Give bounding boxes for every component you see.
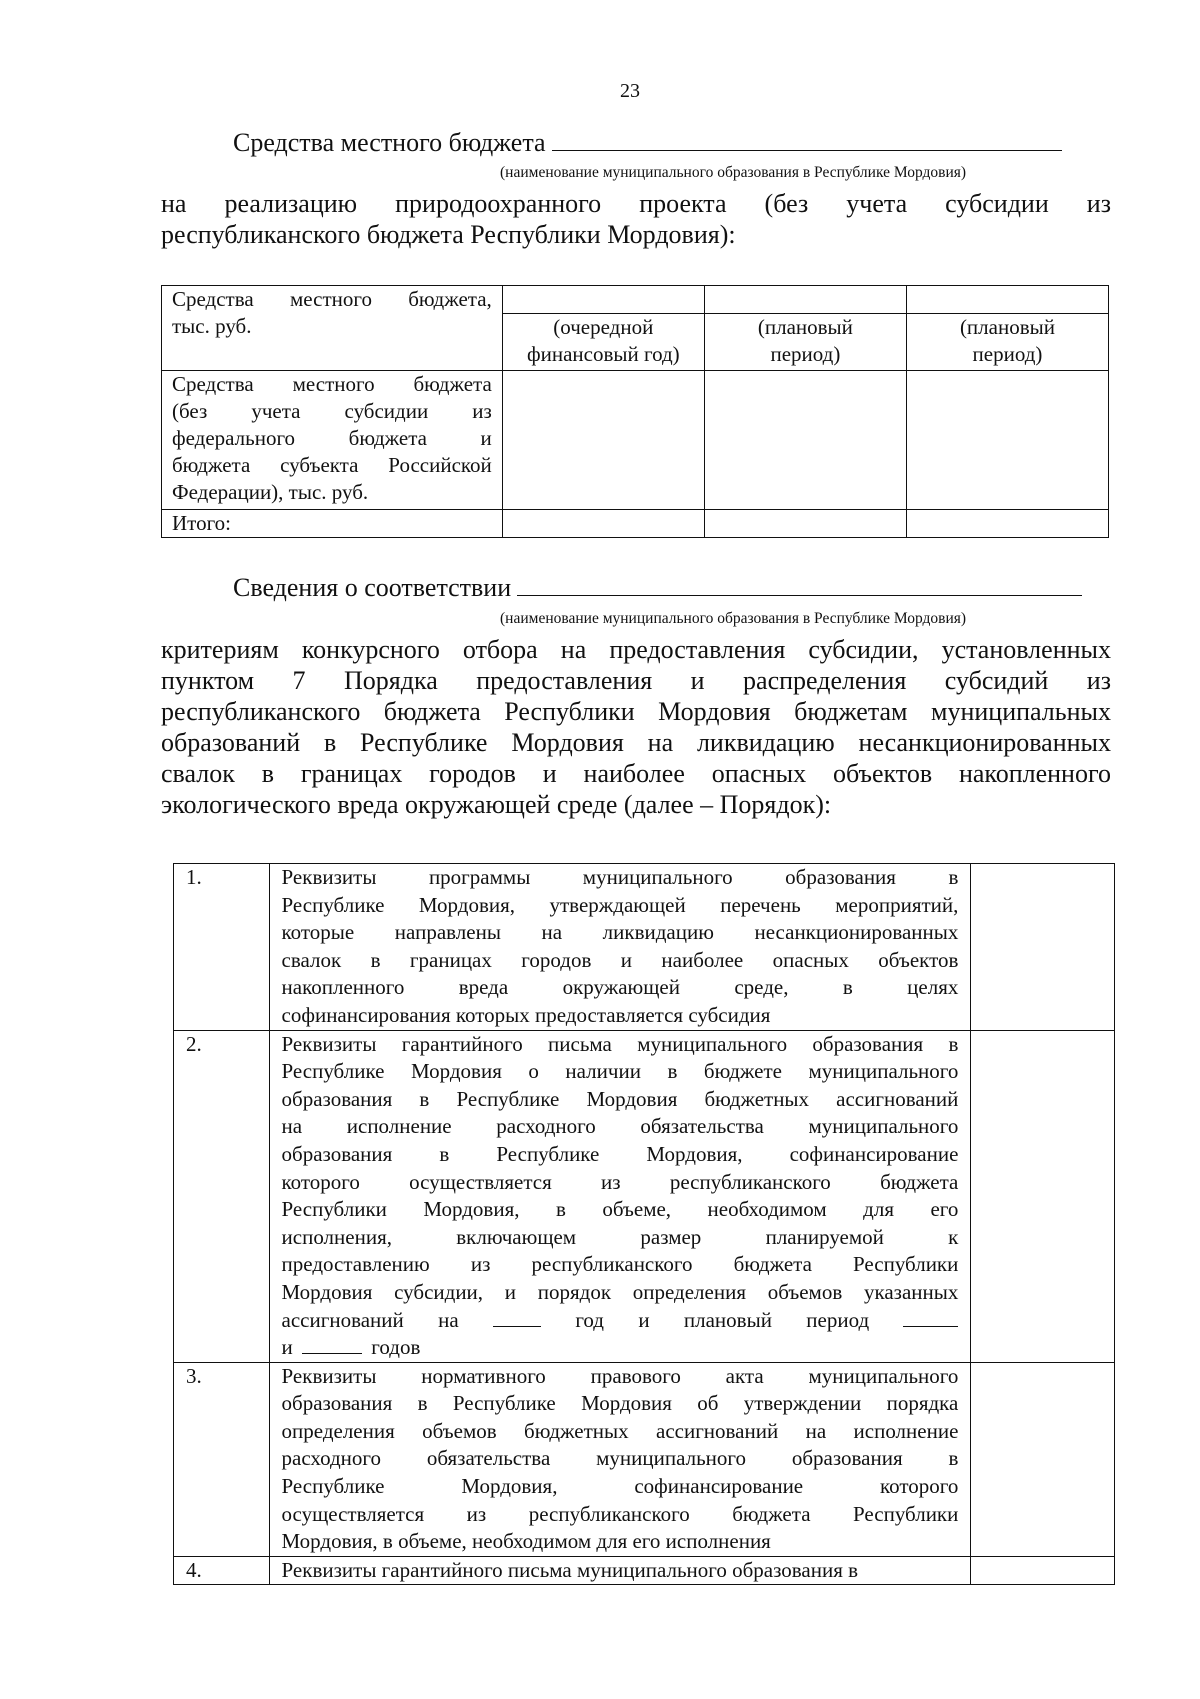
year-header-line: (плановый [959,315,1055,339]
criteria-word: период [806,1307,870,1332]
section2-line: свалок в границах городов и наиболее опасных объектов накопленного [161,759,1111,788]
criteria-line: Реквизиты нормативного правового акта муниципального [281,1363,959,1388]
total-value-cell [906,510,1108,538]
period-blank [903,1308,958,1327]
criteria-line: расходного обязательства муниципального образования в [281,1446,959,1471]
criteria-table [173,863,1115,1585]
total-label-cell: Итого: [162,510,503,538]
local-budget-value-cell [502,371,704,510]
criteria-line: Реквизиты программы муниципального образования в [281,865,959,889]
criteria-line: Республике Мордовия, утверждающей перечень мероприятий, [281,892,959,917]
criteria-line: Республики Мордовия, в объеме, необходимом для его [281,1197,959,1222]
criteria-line: накопленного вреда окружающей среде, в целях [281,975,959,1000]
budget-label-line: тыс. руб. [172,314,252,338]
criteria-line: исполнения, включающем размер планируемой к [281,1224,959,1249]
criteria-word: и [638,1307,650,1332]
local-budget-value-cell [906,371,1108,510]
municipality-name-blank [517,575,1082,596]
year-blank-cell [906,286,1108,314]
page-number: 23 [620,80,640,102]
criteria-line: Республике Мордовия, софинансирование которого [281,1474,959,1499]
year-header-line: финансовый год) [527,342,680,366]
criteria-word: на [438,1307,459,1332]
criteria-line: Республике Мордовия о наличии в бюджете муниципального [281,1059,959,1084]
year-header-line: период) [972,342,1043,366]
criteria-line: свалок в границах городов и наиболее опасных объектов [281,947,959,972]
criteria-line: которого осуществляется из республиканского бюджета [281,1169,959,1194]
criteria-line: на исполнение расходного обязательства муниципального [281,1114,959,1139]
criteria-line: образования в Республике Мордовия об утверждении порядка [281,1391,959,1416]
criteria-word: годов [371,1335,421,1360]
year-header-cell [906,314,1108,371]
criteria-word: год [575,1307,604,1332]
municipality-name-blank [552,130,1062,151]
local-budget-line: федерального бюджета и [172,426,492,450]
year-blank [493,1308,541,1327]
budget-header-label-cell [162,286,503,371]
criteria-line: Реквизиты гарантийного письма муниципального образования в [281,1557,859,1582]
year-header-cell [704,314,906,371]
section2-line: республиканского бюджета Республики Мордовия бюджетам муниципальных [161,697,1111,726]
criteria-word: ассигнований [281,1307,404,1332]
criteria-row [174,1030,1115,1362]
local-budget-line: бюджета субъекта Российской [172,453,492,477]
criteria-text [269,864,971,1031]
criteria-line: образования в Республике Мордовия бюджетных ассигнований [281,1086,959,1111]
criteria-number: 4. [174,1556,270,1585]
budget-label-line: Средства местного бюджета, [172,287,492,311]
section2-line: пунктом 7 Порядка предоставления и распределения субсидий из [161,666,1111,695]
section2-heading-text: Сведения о соответствии [233,573,512,602]
criteria-line: образования в Республике Мордовия, софинансирование [281,1141,959,1166]
criteria-value-cell [971,864,1115,1031]
criteria-line: Мордовия, в объеме, необходимом для его исполнения [281,1529,771,1554]
section2-paragraph [161,634,1111,820]
criteria-line: софинансирования которых предоставляется субсидия [281,1002,771,1027]
budget-table [161,285,1109,538]
appropriations-line [282,1307,959,1335]
criteria-number: 2. [174,1030,270,1362]
total-value-cell [704,510,906,538]
criteria-value-cell [971,1030,1115,1362]
section2-line: экологического вреда окружающей среде (далее – Порядок): [161,790,832,819]
local-budget-line: (без учета субсидии из [172,399,492,423]
criteria-text [269,1362,971,1556]
criteria-word: и [281,1335,293,1360]
criteria-value-cell [971,1556,1115,1585]
criteria-text [269,1556,971,1585]
local-budget-line: Средства местного бюджета [172,372,492,396]
criteria-word: плановый [683,1307,772,1332]
criteria-number: 1. [174,864,270,1031]
section1-heading [233,128,1062,158]
criteria-line: определения объемов бюджетных ассигнований на исполнение [281,1418,959,1443]
criteria-row [174,864,1115,1031]
year-blank-cell [502,286,704,314]
local-budget-label-cell [162,371,503,510]
local-budget-line: Федерации), тыс. руб. [172,480,369,504]
year-blank [302,1335,362,1354]
section1-heading-text: Средства местного бюджета [233,128,546,157]
section1-line: на реализацию природоохранного проекта (без учета субсидии из [161,189,1111,218]
years-line [282,1334,959,1362]
criteria-line: которые направлены на ликвидацию несанкционированных [281,920,959,945]
section1-paragraph [161,188,1111,250]
section1-caption: (наименование муниципального образования в Республике Мордовия) [500,164,967,181]
criteria-line: Реквизиты гарантийного письма муниципального образования в [281,1031,959,1056]
criteria-row [174,1362,1115,1556]
criteria-number: 3. [174,1362,270,1556]
section2-line: образований в Республике Мордовия на ликвидацию несанкционированных [161,728,1111,757]
section2-caption: (наименование муниципального образования в Республике Мордовия) [500,610,967,627]
criteria-value-cell [971,1362,1115,1556]
section2-heading [233,573,1082,603]
year-header-cell [502,314,704,371]
total-value-cell [502,510,704,538]
criteria-line: предоставлению из республиканского бюджета Республики [281,1252,959,1277]
year-header-line: (плановый [757,315,853,339]
year-header-line: период) [770,342,841,366]
criteria-line: Мордовия субсидии, и порядок определения объемов указанных [281,1279,959,1304]
criteria-row [174,1556,1115,1585]
criteria-line: осуществляется из республиканского бюджета Республики [281,1501,959,1526]
section2-line: критериям конкурсного отбора на предоставления субсидии, установленных [161,635,1111,664]
section1-line: республиканского бюджета Республики Мордовия): [161,220,736,249]
criteria-text [269,1030,971,1362]
year-blank-cell [704,286,906,314]
local-budget-value-cell [704,371,906,510]
year-header-line: (очередной [553,315,654,339]
